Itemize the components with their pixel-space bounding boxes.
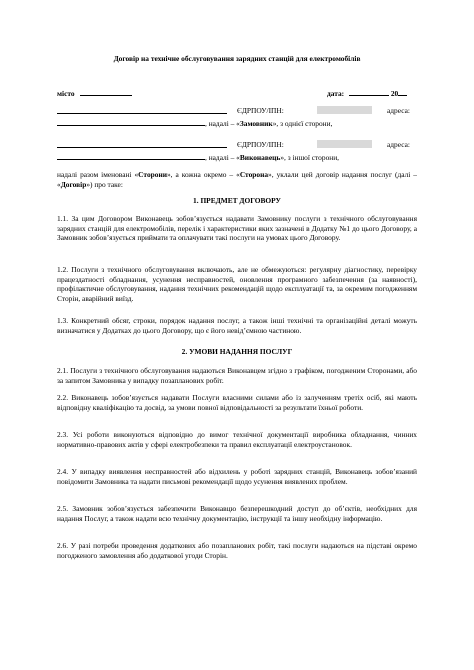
- customer-address-blank[interactable]: [57, 118, 205, 126]
- year-prefix: 20: [390, 89, 399, 98]
- preamble-text-2: », а кожна окремо – «: [166, 170, 240, 179]
- city-date-line: [57, 88, 417, 98]
- date-group: [327, 88, 407, 98]
- contractor-edrpou-field[interactable]: [317, 140, 372, 148]
- customer-address-label: адреса:: [387, 106, 410, 115]
- contractor-name-blank[interactable]: [57, 140, 227, 148]
- contractor-line-1: [57, 140, 417, 150]
- contractor-edrpou-label: ЄДРПОУ/ІПН:: [237, 140, 284, 149]
- contractor-address-label: адреса:: [387, 140, 410, 149]
- contractor-line-2: [57, 152, 417, 162]
- clause-1-1: 1.1. За цим Договором Виконавець зобов’язується надавати Замовнику послуги з технічного обслуговування зарядних станцій для електромобілів, перелік і характеристики яких зазначені в Додатку №1 до цього Договору, а Замовник зобов’язується приймати та оплачувати такі послуги на умовах цього Договору.: [57, 214, 417, 243]
- clause-2-3: 2.3. Усі роботи виконуються відповідно до вимог технічної документації виробника обладнання, чинних нормативно-правових актів у сфері електробезпеки та правил експлуатації електроустановок.: [57, 430, 417, 449]
- date-blank[interactable]: [349, 88, 389, 96]
- customer-role: Замовник: [239, 119, 273, 128]
- customer-line-1: [57, 106, 417, 116]
- section-2-heading: 2. УМОВИ НАДАННЯ ПОСЛУГ: [181, 347, 293, 356]
- customer-name-blank[interactable]: [57, 106, 227, 114]
- customer-edrpou-field[interactable]: [317, 106, 372, 114]
- clause-2-5: 2.5. Замовник зобов’язується забезпечити Виконавцю безперешкодний доступ до об’єктів, необхідних для надання Послуг, а також надати всю технічну документацію, інструкції та іншу необхідну інформацію.: [57, 504, 417, 523]
- contractor-role: Виконавець: [239, 153, 281, 162]
- customer-hereinafter: , надалі – «: [205, 119, 240, 128]
- clause-2-4: 2.4. У випадку виявлення несправностей або відхилень у роботі зарядних станцій, Виконавець зобов’язаний повідомити Замовника та надати письмові рекомендації щодо усунення виявлених проблем.: [57, 467, 417, 486]
- year-blank[interactable]: [398, 88, 407, 96]
- clause-1-2: 1.2. Послуги з технічного обслуговування включають, але не обмежуються: регулярну діагностику, перевірку працездатності обладнання, усунення несправностей, оновлення програмного забезпечення (за наявності), профілактичне обслуговування, надання технічних рекомендацій щодо експлуатації та, за окремим погодженням Сторін, аварійний виїзд.: [57, 265, 417, 304]
- clause-2-6: 2.6. У разі потреби проведення додаткових або позапланових робіт, такі послуги надаються на підставі окремо погодженого замовлення або додаткової угоди Сторін.: [57, 541, 417, 560]
- city-blank[interactable]: [80, 88, 132, 96]
- clause-2-1: 2.1. Послуги з технічного обслуговування надаються Виконавцем згідно з графіком, погодженим Сторонами, або за запитом Замовника у випадку позапланових робіт.: [57, 366, 417, 385]
- customer-line-2: [57, 118, 417, 128]
- preamble-text-4: ») про таке:: [86, 179, 123, 189]
- date-label: дата:: [327, 89, 345, 98]
- section-1-heading: 1. ПРЕДМЕТ ДОГОВОРУ: [193, 196, 281, 205]
- contractor-hereinafter: , надалі – «: [205, 153, 240, 162]
- document-title: Договір на технічне обслуговування зарядних станцій для електромобілів: [113, 54, 361, 63]
- preamble-text-1: надалі разом іменовані «: [57, 170, 139, 179]
- preamble-bold-agreement: Договір: [60, 179, 87, 189]
- preamble-bold-party: Сторона: [239, 170, 269, 179]
- city-label: місто: [57, 89, 75, 98]
- customer-edrpou-label: ЄДРПОУ/ІПН:: [237, 106, 284, 115]
- contractor-address-blank[interactable]: [57, 152, 205, 160]
- customer-suffix: », з однієї сторони,: [272, 119, 333, 128]
- preamble-bold-parties: Сторони: [138, 170, 167, 179]
- preamble-text-3: », уклали цей договір надання послуг (далі – «: [57, 170, 417, 189]
- clause-1-3: 1.3. Конкретний обсяг, строки, порядок надання послуг, а також інші технічні та організаційні деталі можуть визначатися у Додатках до цього Договору, що є його невід’ємною частиною.: [57, 316, 417, 335]
- contractor-suffix: », з іншої сторони,: [280, 153, 340, 162]
- preamble: [57, 170, 417, 189]
- clause-2-2: 2.2. Виконавець зобов’язується надавати Послуги власними силами або із залученням третіх осіб, які мають відповідну кваліфікацію та досвід, за умови повної відповідальності за результати їхньої роботи.: [57, 393, 417, 412]
